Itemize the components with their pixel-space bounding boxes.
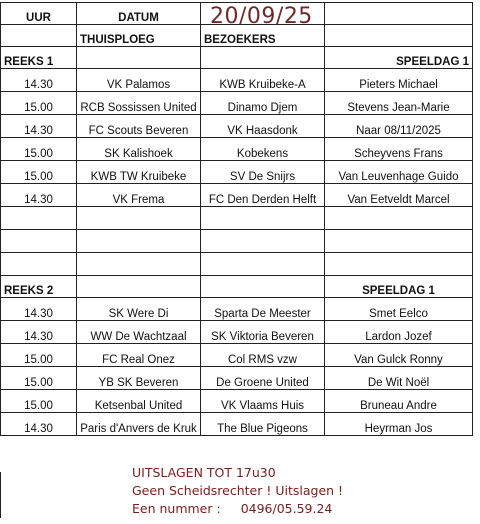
away-team: Col RMS vzw xyxy=(201,344,325,367)
empty-header-cell xyxy=(325,3,473,25)
home-team: SK Kalishoek xyxy=(77,138,201,161)
home-team: RCB Sossissen United xyxy=(77,92,201,115)
home-team: YB SK Beveren xyxy=(77,367,201,390)
away-team: SK Viktoria Beveren xyxy=(201,321,325,344)
blank-row xyxy=(1,207,473,230)
referee-name: Scheyvens Frans xyxy=(325,138,473,161)
home-team: SK Were Di xyxy=(77,298,201,321)
match-time: 14.30 xyxy=(1,321,77,344)
reeks1-header-row xyxy=(1,47,473,69)
match-schedule-table xyxy=(0,2,473,436)
blank-row xyxy=(1,230,473,253)
footer-phone-label: Een nummer : xyxy=(132,501,221,516)
match-time: 14.30 xyxy=(1,184,77,207)
empty-cell xyxy=(77,276,201,298)
match-row xyxy=(1,69,473,92)
footer-no-referee-note: Geen Scheidsrechter ! Uitslagen ! xyxy=(132,483,344,498)
empty-cell xyxy=(201,47,325,69)
time-column-header: UUR xyxy=(1,3,77,25)
match-time: 14.30 xyxy=(1,298,77,321)
match-row xyxy=(1,344,473,367)
referee-name: Lardon Jozef xyxy=(325,321,473,344)
reeks2-header-row xyxy=(1,276,473,298)
referee-name: De Wit Noël xyxy=(325,367,473,390)
match-row xyxy=(1,92,473,115)
away-team: FC Den Derden Helft xyxy=(201,184,325,207)
referee-name: Bruneau Andre xyxy=(325,390,473,413)
home-team: VK Frema xyxy=(77,184,201,207)
empty-cell xyxy=(1,25,77,47)
match-row xyxy=(1,321,473,344)
empty-cell xyxy=(77,47,201,69)
match-row xyxy=(1,184,473,207)
footer-note xyxy=(132,464,343,518)
match-time: 15.00 xyxy=(1,92,77,115)
match-row xyxy=(1,367,473,390)
away-team: Dinamo Djem xyxy=(201,92,325,115)
footer-results-deadline: UITSLAGEN TOT 17u30 xyxy=(132,465,276,480)
home-team: FC Scouts Beveren xyxy=(77,115,201,138)
blank-row xyxy=(1,253,473,276)
match-time: 14.30 xyxy=(1,413,77,436)
referee-name: Van Eetveldt Marcel xyxy=(325,184,473,207)
away-team: The Blue Pigeons xyxy=(201,413,325,436)
reeks2-matches xyxy=(1,298,473,436)
home-team: VK Palamos xyxy=(77,69,201,92)
away-team: KWB Kruibeke-A xyxy=(201,69,325,92)
reeks1-matches xyxy=(1,69,473,207)
away-team: Kobekens xyxy=(201,138,325,161)
referee-name: Heyrman Jos xyxy=(325,413,473,436)
match-row xyxy=(1,161,473,184)
home-team: KWB TW Kruibeke xyxy=(77,161,201,184)
away-team-header: BEZOEKERS xyxy=(201,25,325,47)
footer-phone-number: 0496/05.59.24 xyxy=(240,501,333,516)
table-edge-line xyxy=(0,472,1,518)
match-time: 15.00 xyxy=(1,138,77,161)
match-row xyxy=(1,413,473,436)
away-team: VK Vlaams Huis xyxy=(201,390,325,413)
home-team: Paris d'Anvers de Kruk xyxy=(77,413,201,436)
match-date: 20/09/25 xyxy=(210,4,313,29)
away-team: SV De Snijrs xyxy=(201,161,325,184)
match-time: 15.00 xyxy=(1,390,77,413)
reeks1-speeldag: SPEELDAG 1 xyxy=(325,47,473,69)
away-team: Sparta De Meester xyxy=(201,298,325,321)
referee-name: Pieters Michael xyxy=(325,69,473,92)
reeks2-label: REEKS 2 xyxy=(1,276,77,298)
match-row xyxy=(1,390,473,413)
match-time: 14.30 xyxy=(1,115,77,138)
match-row xyxy=(1,298,473,321)
footer-phone-line xyxy=(132,500,343,518)
match-row xyxy=(1,138,473,161)
referee-name: Van Leuvenhage Guido xyxy=(325,161,473,184)
referee-name: Smet Eelco xyxy=(325,298,473,321)
empty-cell xyxy=(201,276,325,298)
reeks2-speeldag: SPEELDAG 1 xyxy=(325,276,473,298)
match-row xyxy=(1,115,473,138)
home-team: Ketsenbal United xyxy=(77,390,201,413)
match-time: 15.00 xyxy=(1,161,77,184)
home-team-header: THUISPLOEG xyxy=(77,25,201,47)
away-team: VK Haasdonk xyxy=(201,115,325,138)
referee-name: Van Gulck Ronny xyxy=(325,344,473,367)
home-team: FC Real Onez xyxy=(77,344,201,367)
empty-cell xyxy=(325,25,473,47)
match-time: 15.00 xyxy=(1,367,77,390)
match-time: 14.30 xyxy=(1,69,77,92)
match-time: 15.00 xyxy=(1,344,77,367)
referee-name: Stevens Jean-Marie xyxy=(325,92,473,115)
home-team: WW De Wachtzaal xyxy=(77,321,201,344)
referee-name: Naar 08/11/2025 xyxy=(325,115,473,138)
date-column-header: DATUM xyxy=(77,3,201,25)
away-team: De Groene United xyxy=(201,367,325,390)
reeks1-label: REEKS 1 xyxy=(1,47,77,69)
